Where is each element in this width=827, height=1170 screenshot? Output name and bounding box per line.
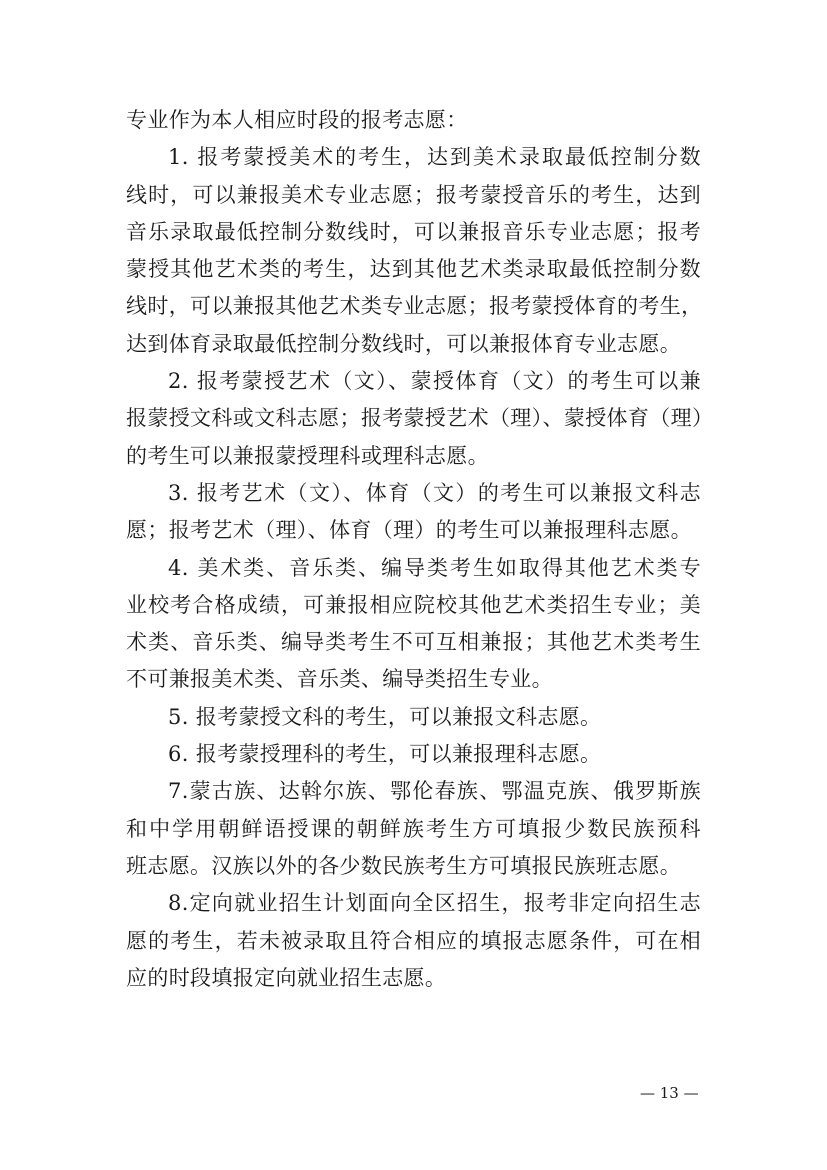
text-line: 6. 报考蒙授理科的考生，可以兼报理科志愿。 <box>168 742 602 767</box>
page-number: — 13 — <box>640 1084 699 1102</box>
text-line: 蒙授其他艺术类的考生，达到其他艺术类录取最低控制分数 <box>126 257 701 282</box>
text-line: 愿的考生，若未被录取且符合相应的填报志愿条件，可在相 <box>126 928 701 953</box>
text-line: 3. 报考艺术（文）、体育（文）的考生可以兼报文科志 <box>168 480 701 505</box>
text-line: 应的时段填报定向就业招生志愿。 <box>126 965 447 990</box>
document-body <box>126 102 714 997</box>
text-line: 5. 报考蒙授文科的考生，可以兼报文科志愿。 <box>168 704 602 729</box>
text-line: 音乐录取最低控制分数线时，可以兼报音乐专业志愿；报考 <box>126 219 701 244</box>
text-line: 达到体育录取最低控制分数线时，可以兼报体育专业志愿。 <box>126 331 682 356</box>
text-line: 2. 报考蒙授艺术（文）、蒙授体育（文）的考生可以兼 <box>168 369 701 394</box>
text-line: 班志愿。汉族以外的各少数民族考生方可填报民族班志愿。 <box>126 853 682 878</box>
text-line: 专业作为本人相应时段的报考志愿： <box>126 108 468 132</box>
text-line: 和中学用朝鲜语授课的朝鲜族考生方可填报少数民族预科 <box>126 816 701 841</box>
text-line: 线时，可以兼报美术专业志愿；报考蒙授音乐的考生，达到 <box>126 182 701 207</box>
text-line: 线时，可以兼报其他艺术类专业志愿；报考蒙授体育的考生， <box>126 294 703 319</box>
text-line: 术类、音乐类、编导类考生不可互相兼报；其他艺术类考生 <box>126 630 701 655</box>
text-line: 业校考合格成绩，可兼报相应院校其他艺术类招生专业；美 <box>126 592 701 617</box>
text-line: 的考生可以兼报蒙授理科或理科志愿。 <box>126 443 489 468</box>
text-line: 4. 美术类、音乐类、编导类考生如取得其他艺术类专 <box>168 555 701 580</box>
text-line: 报蒙授文科或文科志愿；报考蒙授艺术（理）、蒙授体育（理） <box>126 406 714 431</box>
text-line: 8.定向就业招生计划面向全区招生，报考非定向招生志 <box>168 891 701 916</box>
text-line: 不可兼报美术类、音乐类、编导类招生专业。 <box>126 667 553 692</box>
text-line: 7.蒙古族、达斡尔族、鄂伦春族、鄂温克族、俄罗斯族 <box>168 779 701 804</box>
text-line: 1. 报考蒙授美术的考生，达到美术录取最低控制分数 <box>168 145 701 170</box>
text-line: 愿；报考艺术（理）、体育（理）的考生可以兼报理科志愿。 <box>126 518 692 543</box>
